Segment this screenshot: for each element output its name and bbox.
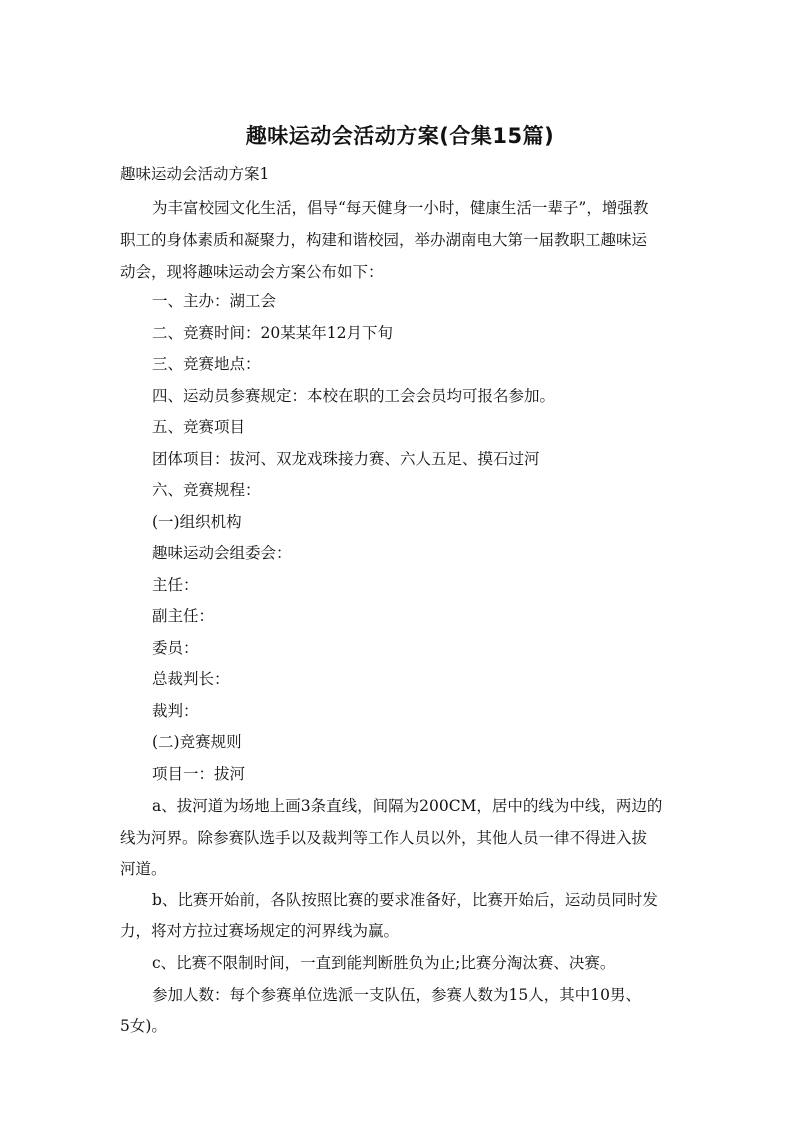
paragraph-line: 为丰富校园文化生活，倡导“每天健身一小时，健康生活一辈子”，增强教 — [152, 199, 649, 217]
paragraph-line: 线为河界。除参赛队选手以及裁判等工作人员以外，其他人员一律不得进入拔 — [120, 829, 648, 847]
list-item: 二、竞赛时间：20某某年12月下旬 — [152, 324, 393, 342]
list-item: 趣味运动会组委会： — [152, 544, 292, 562]
paragraph-line: 5女)。 — [120, 1017, 167, 1035]
list-item: 委员： — [152, 639, 199, 657]
paragraph-line: c、比赛不限制时间，一直到能判断胜负为止;比赛分淘汰赛、决赛。 — [152, 954, 616, 972]
list-item: 主任： — [152, 576, 199, 594]
paragraph-line: b、比赛开始前，各队按照比赛的要求准备好，比赛开始后，运动员同时发 — [152, 891, 658, 909]
list-item: 团体项目：拔河、双龙戏珠接力赛、六人五足、摸石过河 — [152, 450, 540, 468]
paragraph-line: a、拔河道为场地上画3条直线，间隔为200CM，居中的线为中线，两边的 — [152, 797, 663, 815]
list-item: (一)组织机构 — [152, 513, 242, 531]
paragraph-line: 参加人数：每个参赛单位选派一支队伍，参赛人数为15人，其中10男、 — [152, 986, 641, 1004]
list-item: (二)竞赛规则 — [152, 733, 242, 751]
list-item: 五、竞赛项目 — [152, 418, 246, 436]
document-title: 趣味运动会活动方案(合集15篇) — [245, 124, 555, 148]
list-item: 裁判： — [152, 702, 199, 720]
list-item: 六、竞赛规程： — [152, 481, 261, 499]
section-heading: 趣味运动会活动方案1 — [120, 165, 270, 183]
paragraph-line: 动会，现将趣味运动会方案公布如下： — [120, 263, 384, 281]
list-item: 四、运动员参赛规定：本校在职的工会会员均可报名参加。 — [152, 387, 556, 405]
paragraph-line: 力，将对方拉过赛场规定的河界线为赢。 — [120, 922, 400, 940]
paragraph-line: 河道。 — [120, 860, 167, 878]
list-item: 三、竞赛地点： — [152, 355, 261, 373]
list-item: 副主任： — [152, 607, 215, 625]
paragraph-line: 职工的身体素质和凝聚力，构建和谐校园，举办湖南电大第一届教职工趣味运 — [120, 231, 648, 249]
list-item: 一、主办：湖工会 — [152, 292, 277, 310]
list-item: 项目一：拔河 — [152, 765, 246, 783]
list-item: 总裁判长： — [152, 670, 230, 688]
